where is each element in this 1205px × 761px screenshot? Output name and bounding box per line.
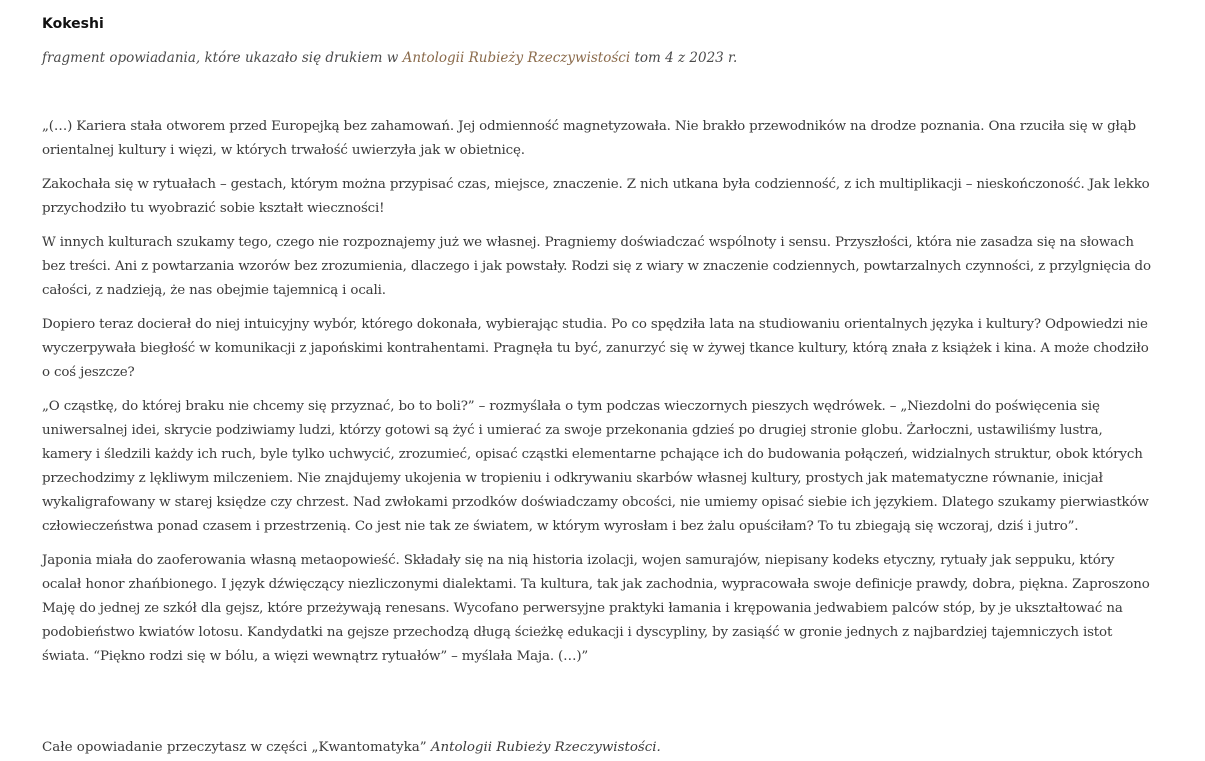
subtitle-prefix: fragment opowiadania, które ukazało się drukiem w xyxy=(42,50,403,66)
footer-anthology-title: Antologii Rubieży Rzeczywistości. xyxy=(430,740,661,755)
story-paragraph: W innych kulturach szukamy tego, czego nie rozpoznajemy już we własnej. Pragniemy doświadczać wspólnoty i sensu. Przyszłości, która nie zasadza się na słowach bez treści. Ani z powtarzania wzorów bez zrozumienia, dlaczego i jak powstały. Rodzi się z wiary w znaczenie codziennych, powtarzalnych czynności, z przylgnięcia do całości, z nadzieją, że nas obejmie tajemnicą i ocali. xyxy=(42,235,1151,298)
story-paragraph: Dopiero teraz docierał do niej intuicyjny wybór, którego dokonała, wybierając studia. Po co spędziła lata na studiowaniu orientalnych języka i kultury? Odpowiedzi nie wyczerpywała biegłość w komunikacji z japońskimi kontrahentami. Pragnęła tu być, zanurzyć się w żywej tkance kultury, którą znała z książek i kina. A może chodziło o coś jeszcze? xyxy=(42,317,1149,380)
footer-note xyxy=(42,737,661,759)
story-paragraph: Zakochała się w rytuałach – gestach, którym można przypisać czas, miejsce, znaczenie. Z nich utkana była codzienność, z ich multiplikacji – nieskończoność. Jak lekko przychodziło tu wyobrazić sobie kształt wieczności! xyxy=(42,177,1150,216)
page-title: Kokeshi xyxy=(42,16,104,32)
subtitle-suffix: tom 4 z 2023 r. xyxy=(630,50,738,66)
story-paragraph: „(…) Kariera stała otworem przed Europejką bez zahamowań. Jej odmienność magnetyzowała. Nie brakło przewodników na drodze poznania. Ona rzuciła się w głąb orientalnej kultury i więzi, w których trwałość uwierzyła jak w obietnicę. xyxy=(42,119,1136,158)
story-paragraph: Japonia miała do zaoferowania własną metaopowieść. Składały się na nią historia izolacji, wojen samurajów, niepisany kodeks etyczny, rytuały jak seppuku, który ocalał honor zhańbionego. I język dźwięczący niezliczonymi dialektami. Ta kultura, tak jak zachodnia, wypracowała swoje definicje prawdy, dobra, piękna. Zaproszono Maję do jednej ze szkół dla gejsz, które przeżywają renesans. Wycofano perwersyjne praktyki łamania i krępowania jedwabiem palców stóp, by je ukształtować na podobieństwo kwiatów lotosu. Kandydatki na gejsze przechodzą długą ścieżkę edukacji i dyscypliny, by zasiąść w gronie jednych z najbardziej tajemniczych istot świata. “Piękno rodzi się w bólu, a więzi wewnątrz rytuałów” – myślała Maja. (…)” xyxy=(42,553,1150,664)
story-body xyxy=(42,115,1152,679)
subtitle xyxy=(42,47,737,69)
footer-prefix: Całe opowiadanie przeczytasz w części „Kwantomatyka” xyxy=(42,740,431,755)
story-paragraph: „O cząstkę, do której braku nie chcemy się przyznać, bo to boli?” – rozmyślała o tym podczas wieczornych pieszych wędrówek. – „Niezdolni do poświęcenia się uniwersalnej idei, skrycie podziwiamy ludzi, którzy gotowi są żyć i umierać za swoje przekonania gdzieś po drugiej stronie globu. Żarłoczni, ustawiliśmy lustra, kamery i śledzili każdy ich ruch, byle tylko uchwycić, zrozumieć, opisać cząstki elementarne pchające ich do budowania połączeń, widzialnych struktur, obok których przechodzimy z lękliwym milczeniem. Nie znajdujemy ukojenia w tropieniu i odkrywaniu skarbów własnej kultury, prostych jak matematyczne równanie, inicjał wykaligrafowany w starej księdze czy chrzest. Nad zwłokami przodków doświadczamy obcości, nie umiemy opisać siebie ich językiem. Dlatego szukamy pierwiastków człowieczeństwa ponad czasem i przestrzenią. Co jest nie tak ze światem, w którym wyrosłam i bez żalu opuściłam? To tu zbiegają się wczoraj, dziś i jutro”. xyxy=(42,399,1149,534)
anthology-link[interactable]: Antologii Rubieży Rzeczywistości xyxy=(402,50,631,66)
